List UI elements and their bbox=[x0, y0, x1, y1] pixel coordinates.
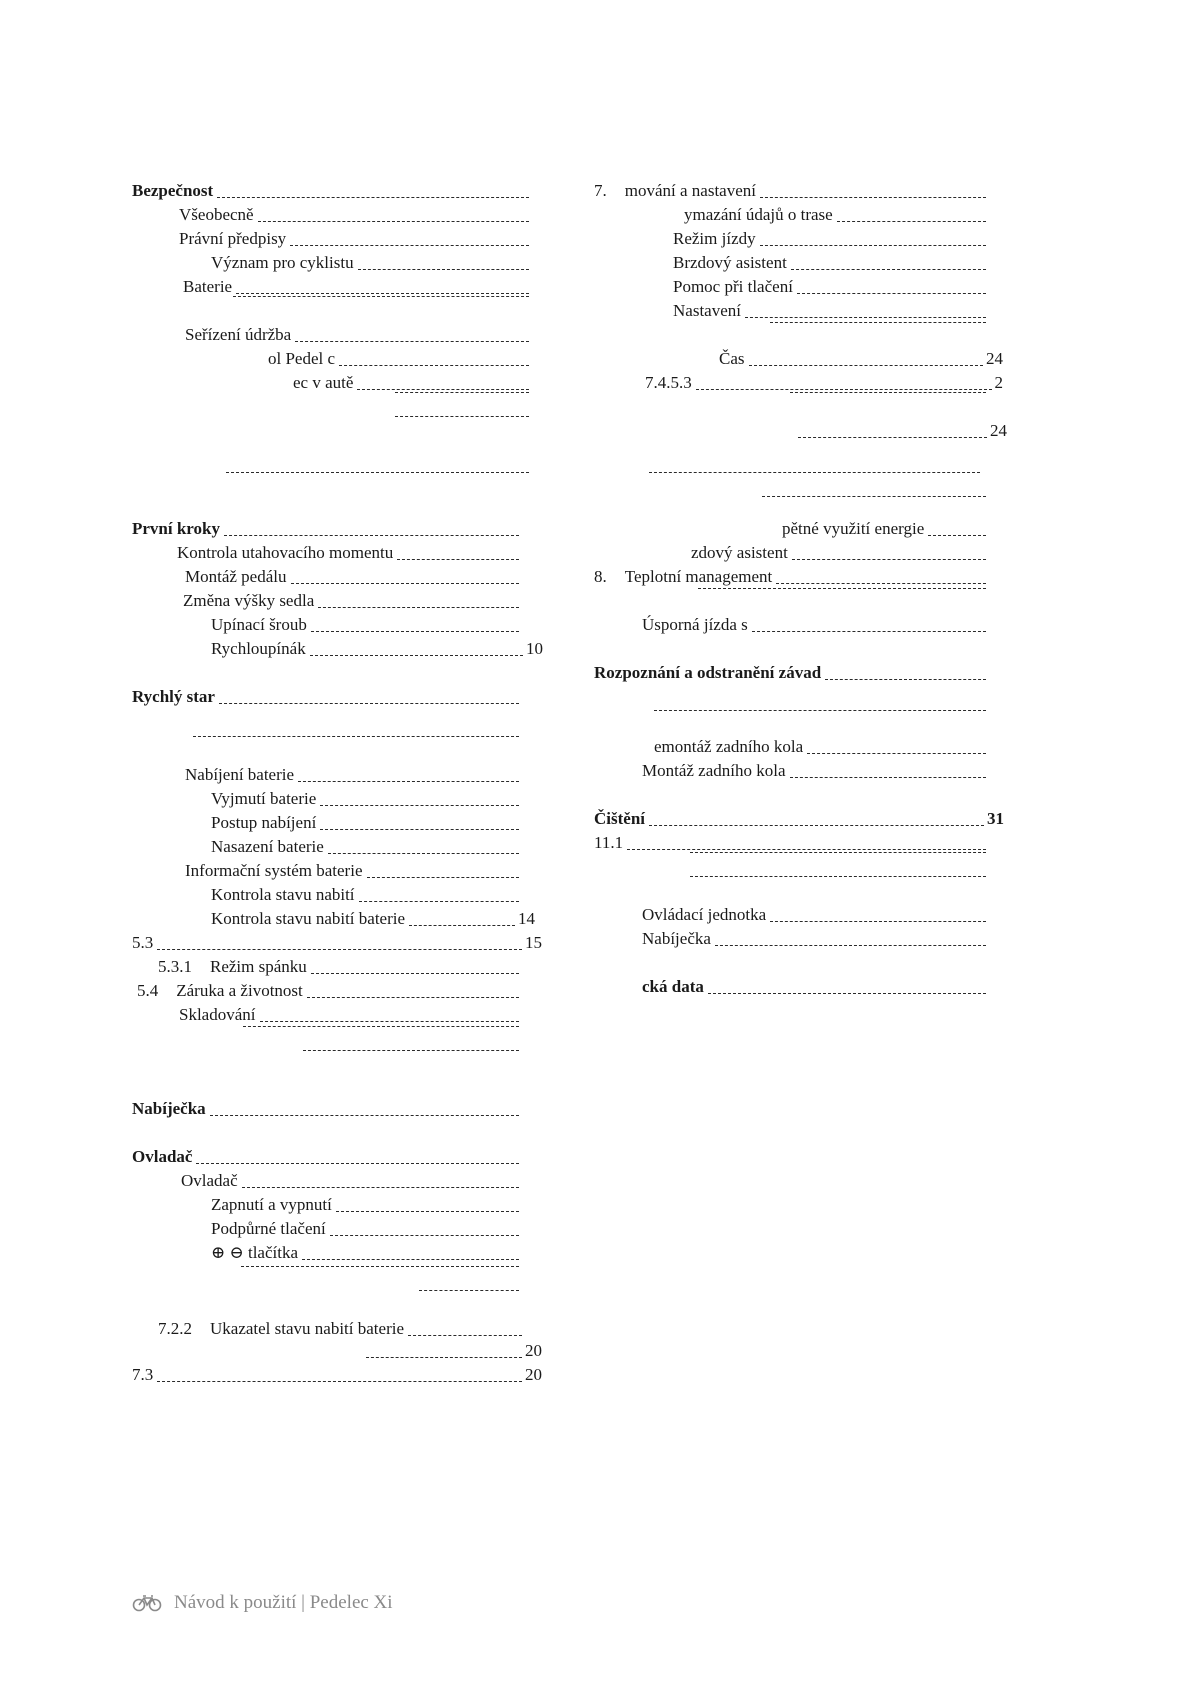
toc-dot-leader bbox=[339, 365, 529, 366]
toc-dot-leader bbox=[241, 1266, 519, 1267]
toc-dot-leader bbox=[792, 559, 986, 560]
toc-entry-title: Ovládací jednotka bbox=[642, 905, 767, 924]
toc-dot-leader bbox=[807, 753, 986, 754]
toc-dot-leader bbox=[776, 583, 986, 584]
toc-entry bbox=[132, 1146, 522, 1168]
toc-dot-leader bbox=[359, 901, 519, 902]
toc-dot-leader bbox=[649, 472, 980, 473]
toc-entry bbox=[642, 976, 989, 998]
toc-entry-title: Pomoc při tlačení bbox=[673, 277, 793, 296]
toc-entry-title: Montáž pedálu bbox=[185, 567, 287, 586]
toc-entry-title: mování a nastavení bbox=[624, 181, 756, 200]
toc-entry bbox=[719, 348, 1003, 370]
toc-entry-number: 5.4 bbox=[137, 981, 159, 1000]
toc-entry bbox=[132, 686, 522, 708]
toc-dot-leader bbox=[749, 365, 984, 366]
toc-dot-leader bbox=[357, 389, 529, 390]
toc-entry-title: Ovladač bbox=[181, 1171, 238, 1190]
toc-entry-number: 8. bbox=[594, 567, 607, 586]
toc-entry bbox=[158, 956, 522, 978]
toc-entry bbox=[211, 812, 522, 834]
toc-dot-leader bbox=[157, 1381, 522, 1382]
toc-entry-title: emontáž zadního kola bbox=[654, 737, 804, 756]
toc-entry bbox=[179, 228, 532, 250]
toc-entry bbox=[158, 1318, 525, 1340]
toc-entry bbox=[183, 276, 532, 298]
toc-entry-page: 15 bbox=[525, 933, 542, 952]
toc-entry-page: 31 bbox=[987, 809, 1004, 828]
toc-entry-title: Rychloupínák bbox=[211, 639, 306, 658]
toc-entry bbox=[177, 542, 522, 564]
toc-dot-leader bbox=[307, 997, 519, 998]
toc-entry bbox=[132, 1364, 542, 1386]
toc-entry bbox=[594, 180, 989, 202]
toc-entry-title: Změna výšky sedla bbox=[183, 591, 315, 610]
toc-dot-leader bbox=[715, 945, 986, 946]
toc-dot-leader bbox=[837, 221, 986, 222]
toc-entry-title: Nastavení bbox=[673, 301, 741, 320]
toc-entry-title: Montáž zadního kola bbox=[642, 761, 786, 780]
toc-dot-leader bbox=[318, 607, 519, 608]
toc-entry bbox=[594, 566, 989, 588]
toc-entry bbox=[132, 180, 532, 202]
toc-entry-title: Brzdový asistent bbox=[673, 253, 787, 272]
toc-dot-leader bbox=[408, 1335, 522, 1336]
toc-entry bbox=[211, 1242, 522, 1264]
toc-entry-title: Bezpečnost bbox=[132, 181, 214, 200]
toc-dot-leader bbox=[696, 389, 992, 390]
toc-dot-leader bbox=[760, 245, 986, 246]
toc-entry-title: Skladování bbox=[179, 1005, 256, 1024]
toc-entry-title: Seřízení údržba bbox=[185, 325, 292, 344]
toc-entry bbox=[673, 300, 989, 322]
toc-dot-leader bbox=[295, 341, 529, 342]
toc-entry bbox=[239, 1030, 522, 1031]
toc-dot-leader bbox=[224, 535, 519, 536]
toc-dot-leader bbox=[395, 392, 529, 393]
toc-dot-leader bbox=[310, 655, 523, 656]
toc-entry bbox=[415, 1294, 522, 1295]
toc-dot-leader bbox=[397, 559, 519, 560]
toc-dot-leader bbox=[366, 1357, 522, 1358]
toc-entry-title: Postup nabíjení bbox=[211, 813, 317, 832]
toc-entry-title: První kroky bbox=[132, 519, 221, 538]
toc-dot-leader bbox=[242, 1187, 519, 1188]
toc-entry bbox=[594, 832, 989, 854]
toc-dot-leader bbox=[928, 535, 986, 536]
toc-entry bbox=[362, 1340, 542, 1362]
toc-dot-leader bbox=[298, 781, 519, 782]
toc-entry-title: Čištění bbox=[594, 809, 645, 828]
toc-entry-title: Ukazatel stavu nabití baterie bbox=[210, 1319, 404, 1338]
toc-entry bbox=[391, 396, 532, 397]
toc-entry-number: 7.3 bbox=[132, 1365, 154, 1384]
toc-entry bbox=[293, 372, 532, 394]
toc-dot-leader bbox=[762, 496, 986, 497]
toc-entry-page: 24 bbox=[990, 421, 1007, 440]
toc-entry-number: 7.4.5.3 bbox=[645, 373, 692, 392]
toc-entry-title: Rozpoznání a odstranění závad bbox=[594, 663, 822, 682]
toc-entry bbox=[654, 736, 989, 758]
toc-dot-leader bbox=[258, 221, 529, 222]
toc-entry bbox=[686, 856, 989, 857]
toc-entry-page: 20 bbox=[525, 1341, 542, 1360]
toc-dot-leader bbox=[797, 293, 986, 294]
toc-entry bbox=[594, 808, 1004, 830]
bicycle-icon bbox=[132, 1594, 162, 1612]
toc-entry-title: Podpůrné tlačení bbox=[211, 1219, 326, 1238]
toc-dot-leader bbox=[367, 877, 520, 878]
toc-entry bbox=[185, 324, 532, 346]
toc-entry-title: Kontrola stavu nabití baterie bbox=[211, 909, 406, 928]
toc-dot-leader bbox=[690, 876, 986, 877]
toc-entry bbox=[782, 518, 989, 540]
toc-dot-leader bbox=[690, 852, 986, 853]
toc-dot-leader bbox=[302, 1259, 519, 1260]
toc-entry bbox=[189, 740, 522, 741]
toc-entry bbox=[642, 904, 989, 926]
toc-dot-leader bbox=[219, 703, 519, 704]
toc-dot-leader bbox=[320, 805, 519, 806]
toc-entry bbox=[686, 880, 989, 881]
toc-entry-page: 24 bbox=[986, 349, 1003, 368]
toc-dot-leader bbox=[752, 631, 986, 632]
toc-dot-leader bbox=[627, 849, 986, 850]
toc-entry bbox=[132, 518, 522, 540]
toc-entry-title: Nabíječka bbox=[642, 929, 711, 948]
toc-entry-number: 5.3.1 bbox=[158, 957, 192, 976]
toc-entry bbox=[179, 1004, 522, 1026]
toc-entry-page: 14 bbox=[518, 909, 535, 928]
toc-dot-leader bbox=[698, 588, 986, 589]
toc-dot-leader bbox=[226, 472, 529, 473]
toc-dot-leader bbox=[708, 993, 986, 994]
toc-entry bbox=[673, 276, 989, 298]
page-footer bbox=[132, 1592, 393, 1614]
toc-entry bbox=[673, 228, 989, 250]
toc-entry bbox=[222, 476, 532, 477]
toc-dot-leader bbox=[311, 631, 519, 632]
toc-entry bbox=[650, 714, 989, 715]
toc-entry bbox=[183, 590, 522, 612]
toc-entry bbox=[185, 764, 522, 786]
toc-entry-title: Všeobecně bbox=[179, 205, 254, 224]
toc-entry-title: Upínací šroub bbox=[211, 615, 307, 634]
toc-entry-number: 5.3 bbox=[132, 933, 154, 952]
toc-entry bbox=[211, 884, 522, 906]
toc-entry bbox=[766, 326, 989, 327]
toc-dot-leader bbox=[395, 416, 529, 417]
toc-entry bbox=[137, 980, 522, 1002]
toc-entry bbox=[691, 542, 989, 564]
toc-entry-number: 7.2.2 bbox=[158, 1319, 192, 1338]
toc-dot-leader bbox=[290, 245, 529, 246]
toc-dot-leader bbox=[311, 973, 519, 974]
toc-entry-title: Baterie bbox=[183, 277, 233, 296]
toc-dot-leader bbox=[193, 736, 519, 737]
toc-entry-title: ec v autě bbox=[293, 373, 354, 392]
toc-entry-title: ymazání údajů o trase bbox=[684, 205, 833, 224]
toc-dot-leader bbox=[770, 921, 986, 922]
toc-dot-leader bbox=[330, 1235, 519, 1236]
toc-entry-title: Zapnutí a vypnutí bbox=[211, 1195, 332, 1214]
toc-entry bbox=[211, 252, 532, 274]
toc-dot-leader bbox=[798, 437, 987, 438]
toc-dot-leader bbox=[825, 679, 986, 680]
toc-entry-title: Čas bbox=[719, 349, 745, 368]
toc-dot-leader bbox=[328, 853, 519, 854]
toc-entry bbox=[391, 420, 532, 421]
toc-dot-leader bbox=[236, 293, 529, 294]
toc-entry bbox=[642, 760, 989, 782]
toc-entry-page: 2 bbox=[994, 373, 1003, 392]
toc-dot-leader bbox=[791, 269, 986, 270]
toc-entry bbox=[645, 476, 983, 477]
toc-entry-title: Kontrola stavu nabití bbox=[211, 885, 355, 904]
toc-entry bbox=[694, 592, 989, 593]
toc-entry bbox=[642, 614, 989, 636]
toc-entry-title: Záruka a životnost bbox=[176, 981, 303, 1000]
toc-entry-number: 11.1 bbox=[594, 833, 624, 852]
toc-entry-title: Kontrola utahovacího momentu bbox=[177, 543, 394, 562]
toc-entry-page: 10 bbox=[526, 639, 543, 658]
toc-entry bbox=[211, 1218, 522, 1240]
toc-dot-leader bbox=[419, 1290, 519, 1291]
toc-entry bbox=[237, 1270, 522, 1271]
toc-dot-leader bbox=[409, 925, 515, 926]
toc-entry bbox=[211, 788, 522, 810]
toc-entry-title: Režim spánku bbox=[210, 957, 307, 976]
toc-entry bbox=[132, 932, 542, 954]
toc-dot-leader bbox=[210, 1115, 519, 1116]
toc-entry-title: Rychlý star bbox=[132, 687, 215, 706]
toc-dot-leader bbox=[196, 1163, 519, 1164]
toc-dot-leader bbox=[336, 1211, 519, 1212]
toc-dot-leader bbox=[291, 583, 520, 584]
toc-dot-leader bbox=[770, 322, 986, 323]
toc-entry bbox=[758, 500, 989, 501]
toc-entry bbox=[181, 1170, 522, 1192]
toc-dot-leader bbox=[233, 296, 529, 297]
toc-entry-title: Právní předpisy bbox=[179, 229, 287, 248]
toc-entry-title: cká data bbox=[642, 977, 704, 996]
toc-entry-title: Nasazení baterie bbox=[211, 837, 324, 856]
toc-entry bbox=[299, 1054, 522, 1055]
toc-entry bbox=[645, 372, 1003, 394]
toc-entry-title: ol Pedel c bbox=[268, 349, 336, 368]
toc-entry-title: Teplotní management bbox=[624, 567, 773, 586]
toc-entry-title: Režim jízdy bbox=[673, 229, 756, 248]
toc-entry bbox=[642, 928, 989, 950]
toc-entry-title: Význam pro cyklistu bbox=[211, 253, 354, 272]
toc-entry-title: Nabíječka bbox=[132, 1099, 206, 1118]
toc-entry bbox=[211, 614, 522, 636]
toc-entry bbox=[211, 908, 535, 930]
toc-dot-leader bbox=[358, 269, 529, 270]
toc-entry-title: zdový asistent bbox=[691, 543, 788, 562]
toc-dot-leader bbox=[790, 392, 986, 393]
toc-entry-title: Úsporná jízda s bbox=[642, 615, 748, 634]
toc-entry bbox=[786, 396, 989, 397]
toc-dot-leader bbox=[303, 1050, 519, 1051]
toc-dot-leader bbox=[260, 1021, 520, 1022]
toc-entry-title: Ovladač bbox=[132, 1147, 193, 1166]
toc-entry-page: 20 bbox=[525, 1365, 542, 1384]
toc-entry bbox=[185, 566, 522, 588]
toc-entry-title: Vyjmutí baterie bbox=[211, 789, 317, 808]
toc-dot-leader bbox=[243, 1026, 519, 1027]
toc-entry bbox=[185, 860, 522, 882]
toc-entry-title: ⊕ ⊖ tlačítka bbox=[211, 1243, 299, 1262]
toc-entry bbox=[673, 252, 989, 274]
toc-entry bbox=[684, 204, 989, 226]
toc-dot-leader bbox=[790, 777, 986, 778]
toc-dot-leader bbox=[760, 197, 986, 198]
toc-entry bbox=[794, 420, 1007, 442]
toc-entry bbox=[211, 638, 543, 660]
toc-entry bbox=[229, 300, 532, 301]
toc-entry-number: 7. bbox=[594, 181, 607, 200]
toc-entry-title: Informační systém baterie bbox=[185, 861, 363, 880]
toc-entry bbox=[594, 662, 989, 684]
toc-entry bbox=[179, 204, 532, 226]
toc-entry-title: Nabíjení baterie bbox=[185, 765, 295, 784]
toc-dot-leader bbox=[157, 949, 522, 950]
toc-entry bbox=[211, 1194, 522, 1216]
toc-entry-title: pětné využití energie bbox=[782, 519, 925, 538]
toc-dot-leader bbox=[745, 317, 986, 318]
toc-entry bbox=[268, 348, 532, 370]
toc-dot-leader bbox=[217, 197, 529, 198]
toc-dot-leader bbox=[649, 825, 984, 826]
toc-dot-leader bbox=[654, 710, 986, 711]
toc-entry bbox=[211, 836, 522, 858]
footer-text: Návod k použití | Pedelec Xi bbox=[174, 1592, 393, 1613]
toc-entry bbox=[132, 1098, 522, 1120]
toc-dot-leader bbox=[320, 829, 519, 830]
